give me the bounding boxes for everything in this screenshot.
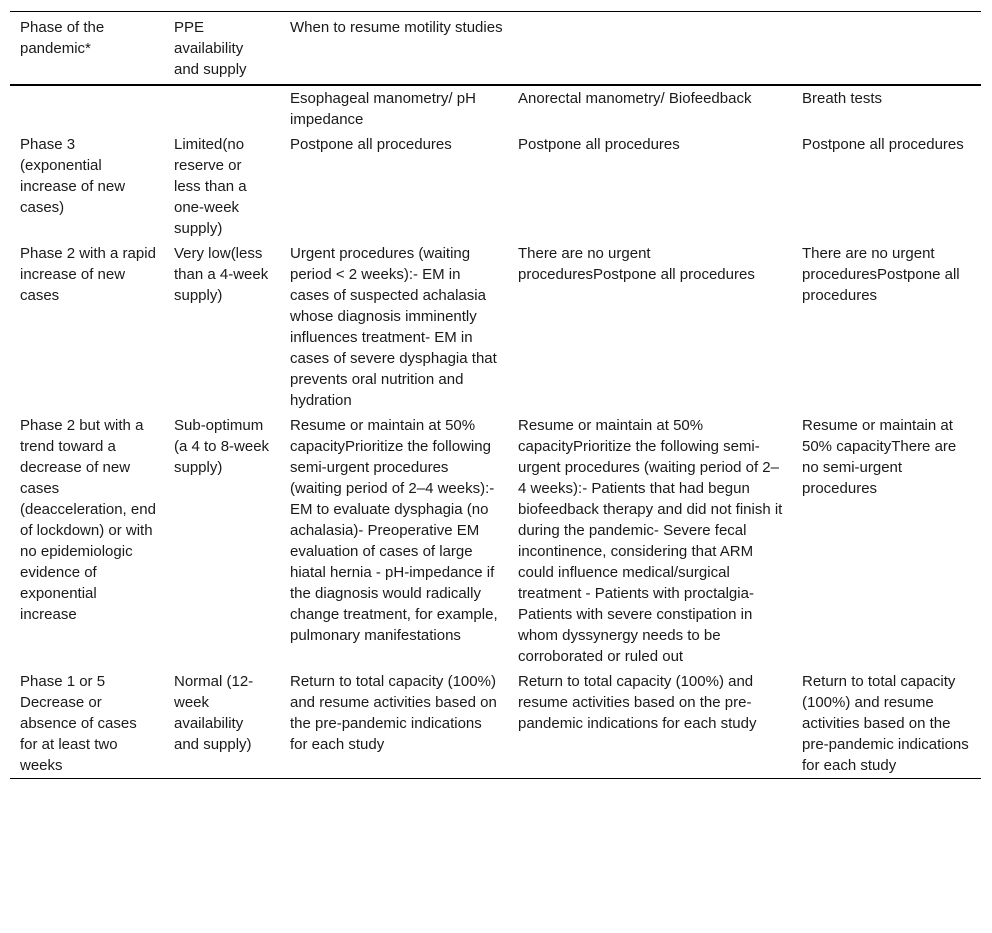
row-phase-cell: Phase 3 (exponential increase of new cases) (20, 136, 126, 216)
subheader-empty-phase (10, 85, 164, 132)
row-breath-cell: Postpone all procedures (802, 136, 964, 153)
table-header-row (10, 12, 981, 86)
row-esophageal-cell: Postpone all procedures (290, 136, 452, 153)
table-row (10, 413, 981, 669)
row-ppe-cell: Very low(less than a 4-week supply) (174, 245, 269, 304)
table-row (10, 132, 981, 241)
subheader-breath: Breath tests (802, 90, 883, 107)
subheader-esophageal: Esophageal manometry/ pH impedance (290, 90, 476, 128)
row-ppe-cell: Limited(no reserve or less than a one-week supply) (174, 136, 247, 237)
row-ppe-cell: Sub-optimum (a 4 to 8-week supply) (174, 417, 270, 476)
row-anorectal-cell: Resume or maintain at 50% capacityPrioritize the following semi-urgent procedures (waiting period of 2–4 weeks):- Patients that had begun biofeedback therapy and did not finish it during the pandemic- Severe fecal incontinence, considering that ARM could influence medical/surgical treatment - Patients with proctalgia- Patients with severe constipation in whom dyssynergy needs to be corroborated or ruled out (518, 417, 783, 665)
subheader-anorectal: Anorectal manometry/ Biofeedback (518, 90, 752, 107)
row-esophageal-cell: Return to total capacity (100%) and resume activities based on the pre-pandemic indications for each study (290, 673, 497, 753)
subheader-row (10, 85, 981, 132)
header-when: When to resume motility studies (290, 19, 503, 36)
row-phase-cell: Phase 2 but with a trend toward a decrease of new cases (deacceleration, end of lockdown) or with no epidemiologic evidence of exponential increase (20, 417, 156, 623)
row-esophageal-cell: Urgent procedures (waiting period < 2 weeks):- EM in cases of suspected achalasia whose diagnosis imminently influences treatment- EM in cases of severe dysphagia that prevents oral nutrition and hydration (290, 245, 497, 409)
table-row (10, 669, 981, 779)
table-row (10, 241, 981, 413)
subheader-empty-ppe (164, 85, 280, 132)
row-ppe-cell: Normal (12-week availability and supply) (174, 673, 254, 753)
motility-resumption-table (10, 11, 981, 779)
table-container (10, 11, 981, 779)
row-esophageal-cell: Resume or maintain at 50% capacityPrioritize the following semi-urgent procedures (waiting period of 2–4 weeks):- EM to evaluate dysphagia (no achalasia)- Preoperative EM evaluation of cases of large hiatal hernia - pH-impedance if the diagnosis would radically change treatment, for example, pulmonary manifestations (290, 417, 498, 644)
row-breath-cell: Return to total capacity (100%) and resume activities based on the pre-pandemic indications for each study (802, 673, 969, 774)
row-anorectal-cell: Postpone all procedures (518, 136, 680, 153)
row-anorectal-cell: Return to total capacity (100%) and resume activities based on the pre-pandemic indications for each study (518, 673, 757, 732)
row-phase-cell: Phase 1 or 5 Decrease or absence of cases for at least two weeks (20, 673, 137, 774)
row-phase-cell: Phase 2 with a rapid increase of new cases (20, 245, 156, 304)
header-ppe: PPE availability and supply (174, 19, 247, 78)
row-breath-cell: Resume or maintain at 50% capacityThere are no semi-urgent procedures (802, 417, 957, 497)
header-phase: Phase of the pandemic* (20, 19, 105, 57)
row-breath-cell: There are no urgent proceduresPostpone all procedures (802, 245, 960, 304)
row-anorectal-cell: There are no urgent proceduresPostpone all procedures (518, 245, 755, 283)
